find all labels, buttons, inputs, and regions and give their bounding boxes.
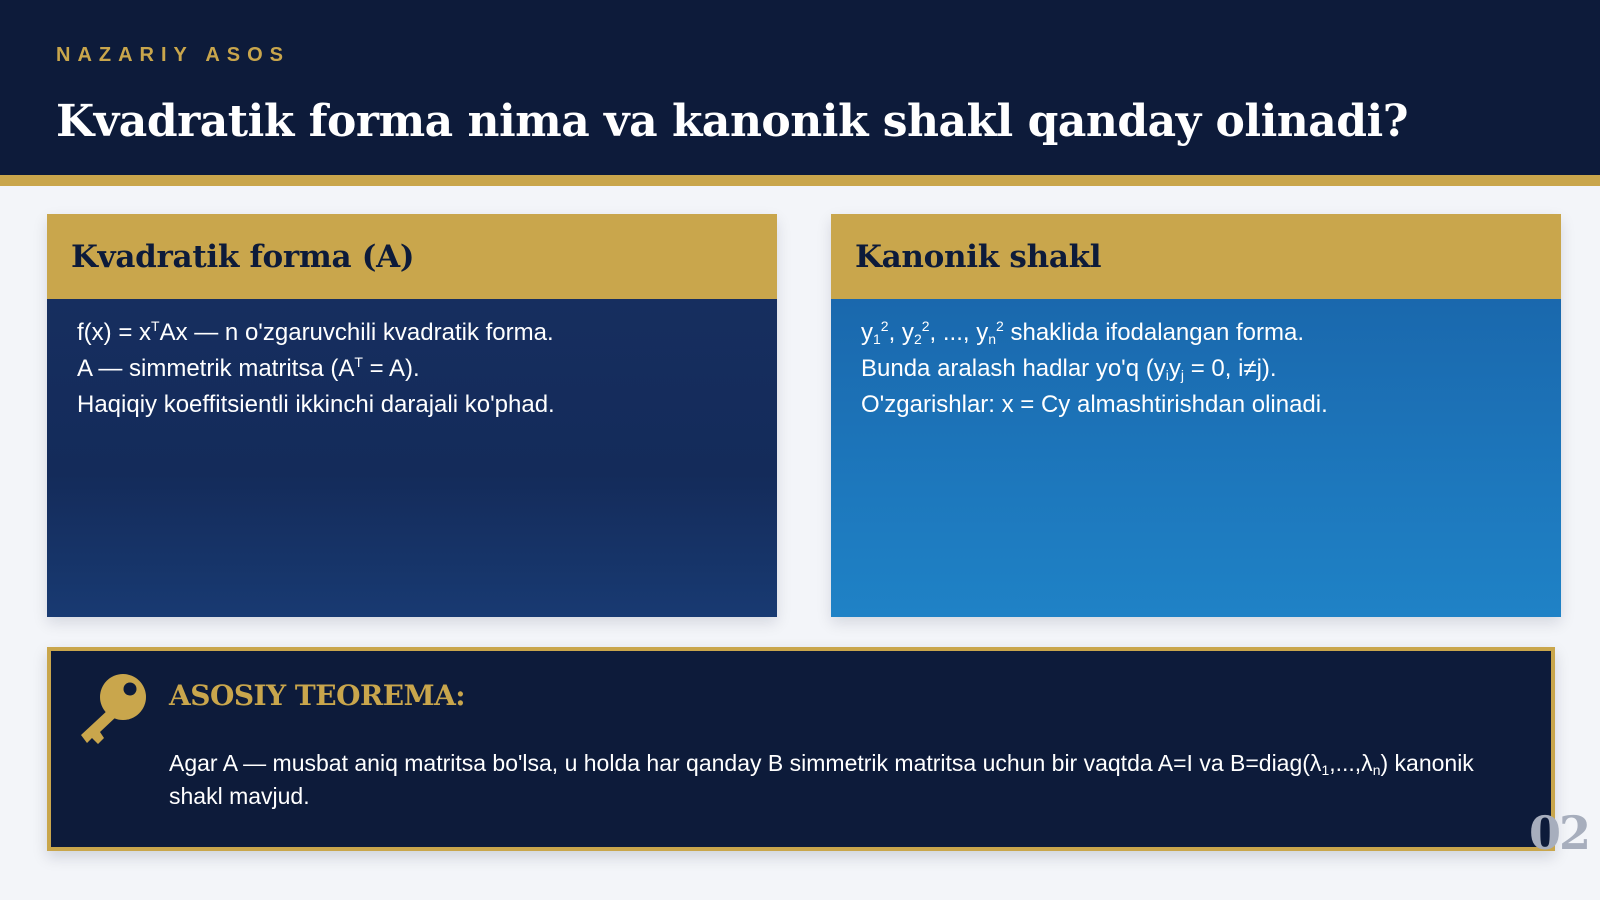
slide-header bbox=[0, 0, 1600, 175]
card-header bbox=[831, 214, 1561, 299]
card-line: A — simmetrik matritsa $(A^T = A)$. bbox=[77, 354, 420, 382]
card-body bbox=[831, 299, 1561, 617]
main-theorem-box bbox=[47, 647, 1555, 851]
slide-title: Kvadratik forma nima va kanonik shakl qanday olinadi? bbox=[56, 96, 1409, 147]
card-line: Bunda aralash hadlar yo'q ($y_iy_j = 0$, i≠j). bbox=[861, 355, 1277, 383]
section-eyebrow: NAZARIY ASOS bbox=[56, 44, 291, 66]
theorem-text: Agar A — musbat aniq matritsa bo'lsa, u holda har qanday B simmetrik matritsa uchun bir vaqtda A=I va $B=diag(\lambda_1,...,\lambda_n)$ kanonik shakl mavjud. bbox=[169, 750, 1474, 809]
header-accent-bar bbox=[0, 175, 1600, 186]
page-number: 02 bbox=[1529, 806, 1590, 860]
canonical-form-card bbox=[831, 214, 1561, 617]
card-line: $f(x) = x^TAx$ — n o'zgaruvchili kvadratik forma. bbox=[77, 318, 554, 346]
card-line: $y_1^2$, $y_2^2$, ..., $y_n^2$ shaklida ifodalangan forma. bbox=[861, 318, 1304, 347]
card-line: Haqiqiy koeffitsientli ikkinchi darajali ko'phad. bbox=[77, 391, 555, 418]
card-body bbox=[47, 299, 777, 617]
card-header bbox=[47, 214, 777, 299]
quadratic-form-card bbox=[47, 214, 777, 617]
theorem-title: ASOSIY TEOREMA: bbox=[169, 679, 466, 712]
card-title: Kvadratik forma (A) bbox=[71, 238, 415, 275]
card-title: Kanonik shakl bbox=[855, 238, 1102, 275]
key-icon bbox=[71, 669, 151, 749]
card-line: O'zgarishlar: x = Cy almashtirishdan olinadi. bbox=[861, 391, 1328, 418]
